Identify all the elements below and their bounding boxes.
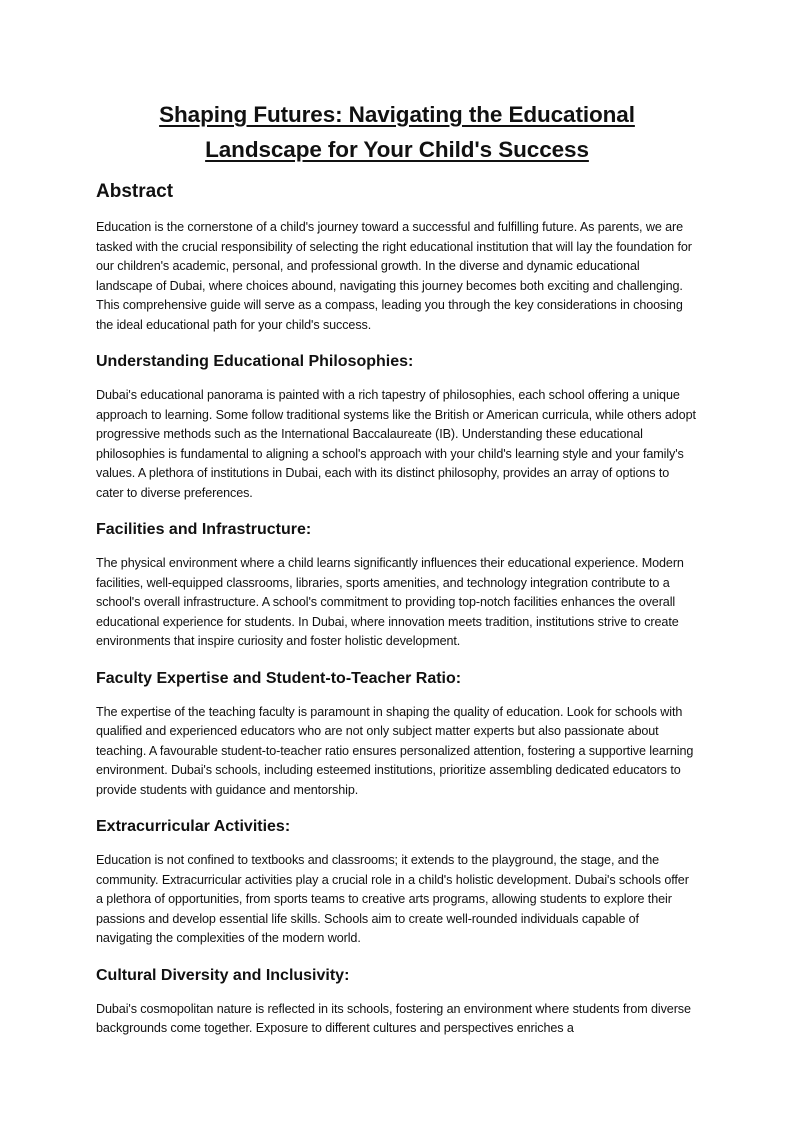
section-body-diversity: Dubai's cosmopolitan nature is reflected in its schools, fostering an environment where students from diverse backgrounds come together. Exposure to different cultures and perspectives enriches a xyxy=(96,1001,691,1035)
title-line-1: Shaping Futures: Navigating the Educational xyxy=(159,102,635,127)
section-body-abstract: Education is the cornerstone of a child's journey toward a successful and fulfilling future. As parents, we are tasked with the crucial responsibility of selecting the right educational institution that will lay the foundation for our children's academic, personal, and professional growth. In the diverse and dynamic educational landscape of Dubai, where choices abound, navigating this journey becomes both exciting and challenging. This comprehensive guide will serve as a compass, leading you through the key considerations in choosing the ideal educational path for your child's success. xyxy=(96,220,692,332)
document-page xyxy=(96,97,698,1039)
section-body-facilities: The physical environment where a child learns significantly influences their educational experience. Modern facilities, well-equipped classrooms, libraries, sports amenities, and technology integration contribute to a school's overall infrastructure. A school's commitment to providing top-notch facilities enhances the overall educational experience for students. In Dubai, where innovation meets tradition, institutions strive to create environments that inspire curiosity and foster holistic development. xyxy=(96,556,684,648)
section-heading-philosophies: Understanding Educational Philosophies: xyxy=(96,353,414,370)
section-body-faculty: The expertise of the teaching faculty is paramount in shaping the quality of education. Look for schools with qualified and experienced educators who are not only subject matter experts but also passionate about teaching. A favourable student-to-teacher ratio ensures personalized attention, fostering a supportive learning environment. Dubai's schools, including esteemed institutions, prioritize assembling dedicated educators to provide students with guidance and mentorship. xyxy=(96,704,694,797)
section-body-philosophies: Dubai's educational panorama is painted with a rich tapestry of philosophies, each school offering a unique approach to learning. Some follow traditional systems like the British or American curricula, while others adopt progressive methods such as the International Baccalaureate (IB). Understanding these educational philosophies is fundamental to aligning a school's approach with your child's learning style and your family's values. A plethora of institutions in Dubai, each with its distinct philosophy, provides an array of options to cater to diverse preferences. xyxy=(96,388,696,500)
section-heading-faculty: Faculty Expertise and Student-to-Teacher Ratio: xyxy=(96,669,462,687)
section-heading-facilities: Facilities and Infrastructure: xyxy=(96,521,312,538)
section-heading-abstract: Abstract xyxy=(96,181,174,202)
title-line-2: Landscape for Your Child's Success xyxy=(205,137,589,162)
section-heading-diversity: Cultural Diversity and Inclusivity: xyxy=(96,966,350,984)
section-body-extracurricular: Education is not confined to textbooks and classrooms; it extends to the playground, the stage, and the community. Extracurricular activities play a crucial role in a child's holistic development. Dubai's schools offer a plethora of opportunities, from sports teams to creative arts programs, allowing students to explore their passions and develop essential life skills. Schools aim to create well-rounded individuals capable of navigating the complexities of the modern world. xyxy=(96,853,689,945)
section-heading-extracurricular: Extracurricular Activities: xyxy=(96,818,291,835)
document-title xyxy=(96,97,698,167)
